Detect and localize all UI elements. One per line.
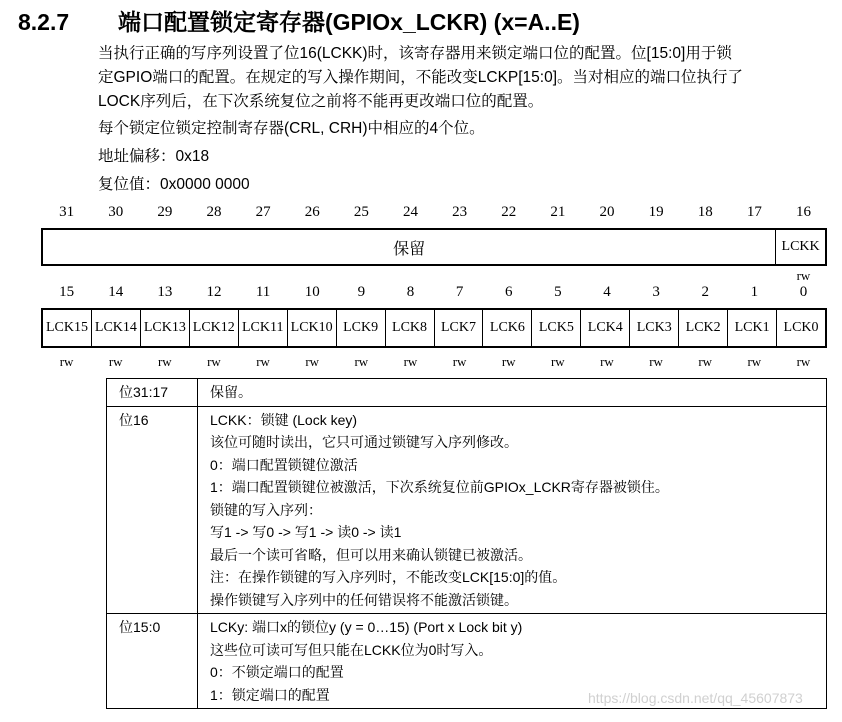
section-heading xyxy=(18,4,580,37)
description-line: 1：锁定端口的配置 xyxy=(210,686,330,703)
reset-value: 复位值：0x0000 0000 xyxy=(98,176,250,193)
access-rw: rw xyxy=(207,354,221,369)
bit-number: 29 xyxy=(157,204,173,220)
description-line: 该位可随时读出，它只可通过锁键写入序列修改。 xyxy=(210,434,518,450)
lower-access-row xyxy=(42,354,828,370)
access-rw: rw xyxy=(747,354,762,369)
register-lower-half xyxy=(41,308,827,348)
lck-field: LCK15 xyxy=(43,310,92,346)
bit-range: 位31:17 xyxy=(107,379,198,407)
description-line: 1：端口配置锁键位被激活，下次系统复位前GPIOx_LCKR寄存器被锁住。 xyxy=(210,479,669,495)
lower-bit-numbers xyxy=(42,284,828,301)
description-line: 0：端口配置锁键位激活 xyxy=(210,456,358,473)
description-line: 0：不锁定端口的配置 xyxy=(210,664,344,680)
table-row xyxy=(107,406,827,614)
bit-number: 1 xyxy=(750,284,759,300)
description-line: 写1 -> 写0 -> 写1 -> 读0 -> 读1 xyxy=(210,524,402,540)
access-rw: rw xyxy=(501,354,516,369)
lck-field: LCK12 xyxy=(190,310,239,346)
lck-field: LCK1 xyxy=(728,310,777,346)
bit-number: 28 xyxy=(206,204,222,220)
description-line: 锁键的写入序列： xyxy=(210,501,322,518)
bit-number: 5 xyxy=(554,284,562,300)
description-line: LCKK：锁键 (Lock key) xyxy=(210,411,358,428)
lck-field: LCK11 xyxy=(239,310,288,346)
bit-number: 19 xyxy=(648,204,664,220)
section-title: 端口配置锁定寄存器(GPIOx_LCKR) (x=A..E) xyxy=(118,9,580,35)
lck-field: LCK13 xyxy=(141,310,190,346)
upper-bit-numbers xyxy=(42,204,828,221)
description-line: 最后一个读可省略，但可以用来确认锁键已被激活。 xyxy=(210,546,532,563)
upper-access-row xyxy=(42,268,828,284)
register-upper-half xyxy=(41,228,827,266)
lck-field: LCK4 xyxy=(581,310,630,346)
description-line: 保留。 xyxy=(210,384,252,400)
access-rw: rw xyxy=(796,268,811,283)
bit-description-table xyxy=(106,378,827,709)
bit-number: 27 xyxy=(255,204,271,220)
bit-number: 12 xyxy=(206,284,222,300)
intro-line-1: 当执行正确的写序列设置了位16(LCKK)时，该寄存器用来锁定端口位的配置。位[15:0]用于锁 xyxy=(98,45,732,62)
lck-field: LCK5 xyxy=(532,310,581,346)
bit-number: 3 xyxy=(652,284,660,300)
access-rw: rw xyxy=(305,354,320,369)
bit-description xyxy=(198,406,827,614)
bit-description xyxy=(198,379,827,407)
access-rw: rw xyxy=(649,354,663,369)
lck-field: LCK0 xyxy=(783,320,819,335)
bit-number: 20 xyxy=(599,204,615,220)
lck-field: LCK14 xyxy=(92,310,141,346)
bit-number: 2 xyxy=(701,284,709,300)
bit-number: 30 xyxy=(108,204,124,220)
watermark: https://blog.csdn.net/qq_45607873 xyxy=(588,690,803,706)
description-line: LCKy: 端口x的锁位y (y = 0…15) (Port x Lock bit y) xyxy=(210,619,523,635)
bit-number: 17 xyxy=(746,204,762,220)
intro-line-3: LOCK序列后，在下次系统复位之前将不能再更改端口位的配置。 xyxy=(98,93,544,110)
bit-number: 24 xyxy=(402,204,418,220)
intro-line-2: 定GPIO端口的配置。在规定的写入操作期间，不能改变LCKP[15:0]。当对相应的端口位执行了 xyxy=(98,69,744,86)
address-offset: 地址偏移：0x18 xyxy=(98,148,210,165)
access-rw: rw xyxy=(256,354,270,369)
bit-number: 14 xyxy=(108,284,124,300)
lck-field: LCK6 xyxy=(483,310,532,346)
lck-field: LCK8 xyxy=(386,310,435,346)
bit-number: 6 xyxy=(504,284,513,300)
bit-number: 13 xyxy=(157,284,173,300)
bit-number: 16 xyxy=(795,204,811,220)
bit-number: 4 xyxy=(603,284,611,300)
lck-field: LCK10 xyxy=(288,310,337,346)
access-rw: rw xyxy=(600,354,614,369)
bit-range: 位16 xyxy=(107,406,198,614)
bit-number: 22 xyxy=(501,204,517,220)
table-row xyxy=(107,379,827,407)
description-line: 这些位可读可写但只能在LCKK位为0时写入。 xyxy=(210,641,493,658)
bit-number: 11 xyxy=(255,284,271,300)
access-rw: rw xyxy=(698,354,713,369)
description-line: 操作锁键写入序列中的任何错误将不能激活锁键。 xyxy=(210,591,518,608)
access-rw: rw xyxy=(403,354,418,369)
lck-field: LCK9 xyxy=(337,310,386,346)
bit-number: 26 xyxy=(304,204,320,220)
access-rw: rw xyxy=(354,354,369,369)
section-number: 8.2.7 xyxy=(18,9,70,35)
bit-number: 23 xyxy=(452,204,468,220)
bit-number: 18 xyxy=(697,204,713,220)
bit-number: 9 xyxy=(357,284,366,300)
lck-field: LCK2 xyxy=(679,310,728,346)
intro-note: 每个锁定位锁定控制寄存器(CRL, CRH)中相应的4个位。 xyxy=(98,120,485,137)
bit-range: 位15:0 xyxy=(107,614,198,709)
access-rw: rw xyxy=(796,354,811,369)
lckk-field: LCKK xyxy=(781,239,820,254)
bit-number: 31 xyxy=(59,204,75,220)
bit-number: 21 xyxy=(550,204,566,220)
bit-number: 10 xyxy=(304,284,320,300)
access-rw: rw xyxy=(452,354,467,369)
access-rw: rw xyxy=(157,354,172,369)
access-rw: rw xyxy=(108,354,123,369)
lck-field: LCK7 xyxy=(435,310,484,346)
access-rw: rw xyxy=(550,354,565,369)
reserved-field: 保留 xyxy=(43,230,776,264)
bit-number: 15 xyxy=(59,284,75,300)
bit-number: 8 xyxy=(406,284,415,300)
lck-field: LCK3 xyxy=(630,310,679,346)
access-rw: rw xyxy=(59,354,74,369)
description-line: 注：在操作锁键的写入序列时，不能改变LCK[15:0]的值。 xyxy=(210,569,567,585)
bit-number: 25 xyxy=(353,204,369,220)
bit-number: 7 xyxy=(455,284,464,300)
bit-number: 0 xyxy=(799,284,808,300)
